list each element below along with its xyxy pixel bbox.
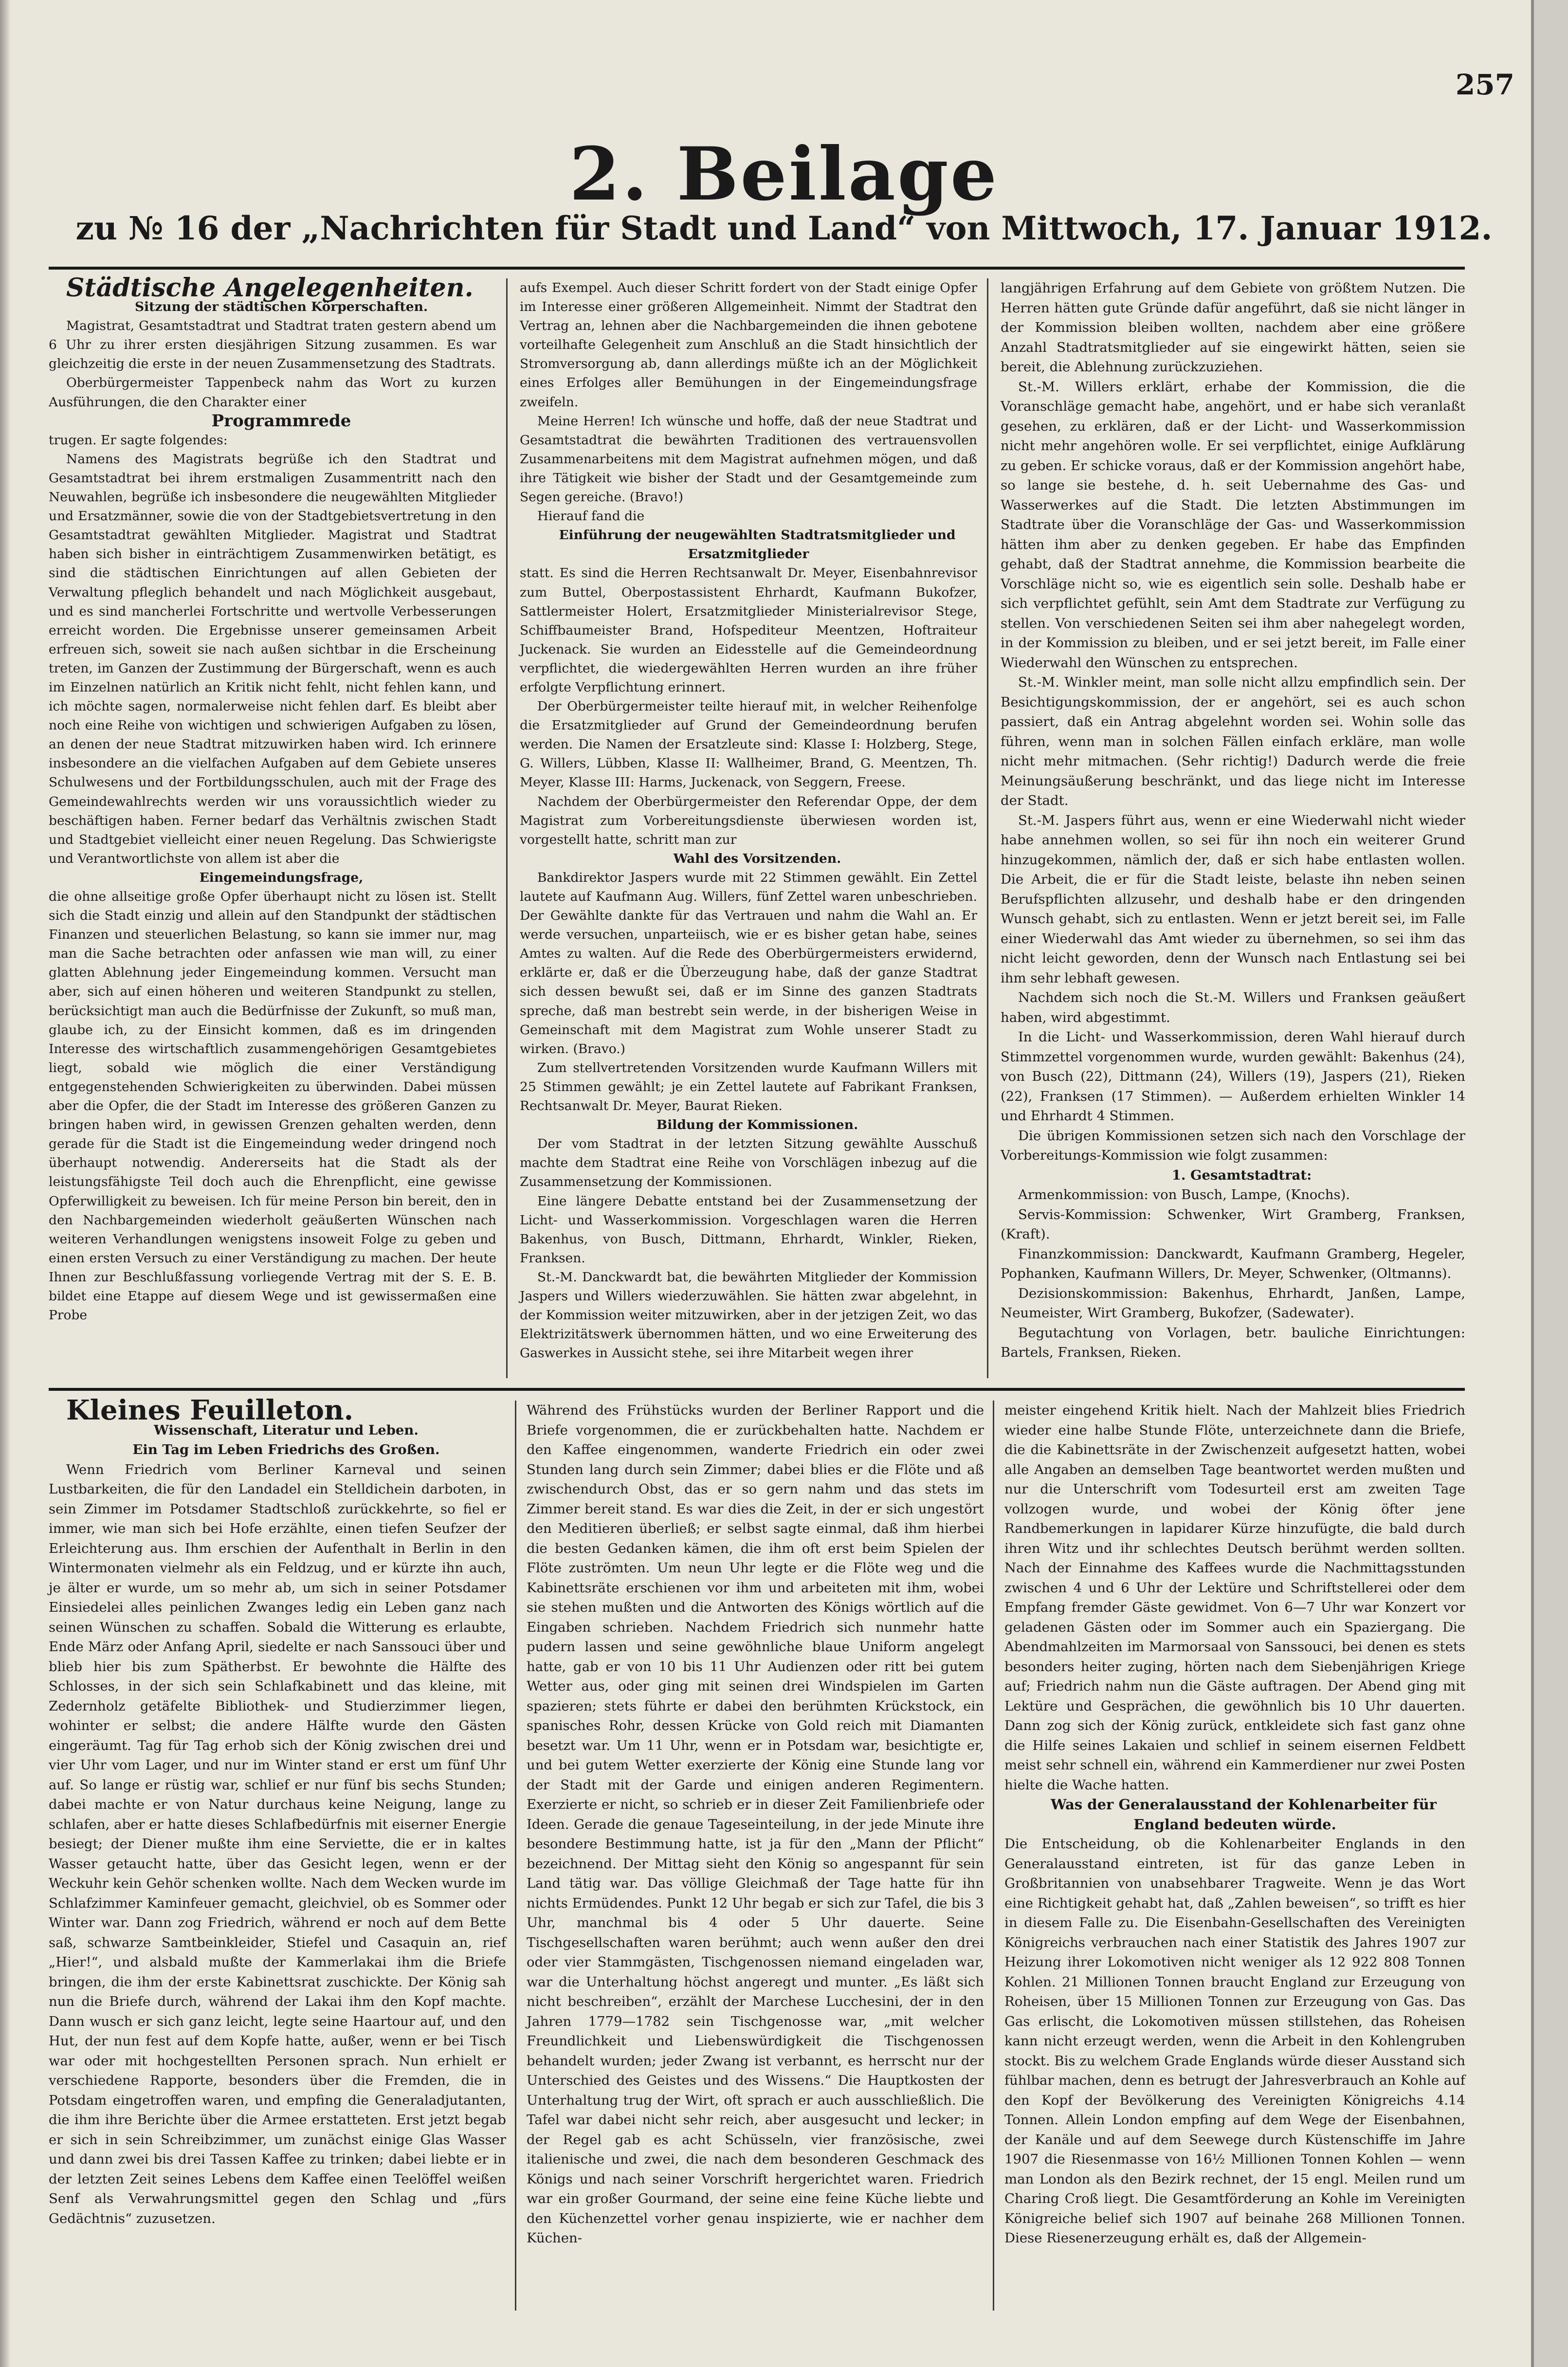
paragraph: langjährigen Erfahrung auf dem Gebiete von größtem Nutzen. Die Herren hätten gute Gründe dafür angeführt, daß sie nicht länger in der Kommission bleiben wollten, nachdem aber eine größere Anzahl Stadtratsmitglieder auf sie eingewirkt hätten, seien sie bereit, die Ablehnung zurückzuziehen. <box>1001 280 1465 375</box>
paragraph: Finanzkommission: Danckwardt, Kaufmann Gramberg, Hegeler, Pophanken, Kaufmann Willers, Dr. Meyer, Schwenker, (Oltmanns). <box>1001 1246 1465 1281</box>
paragraph: Nachdem der Oberbürgermeister den Referendar Oppe, der dem Magistrat zum Vorbereitungsdienste überwiesen worden ist, vorgestellt hatte, schritt man zur <box>520 794 977 847</box>
paragraph: Der vom Stadtrat in der letzten Sitzung gewählte Ausschuß machte dem Stadtrat eine Reihe von Vorschlägen inbezug auf die Zusammensetzung der Kommissionen. <box>520 1136 977 1190</box>
paragraph: trugen. Er sagte folgendes: <box>49 432 228 448</box>
paragraph: Der Oberbürgermeister teilte hierauf mit, in welcher Reihenfolge die Ersatzmitglieder auf Grund der Gemeindeordnung berufen werden. Die Namen der Ersatzleute sind: Klasse I: Holzberg, Stege, G. Willers, Lübben, Klasse II: Wallheimer, Brand, G. Meentzen, Th. Meyer, Klasse III: Harms, Juckenack, von Seggern, Freese. <box>520 699 977 790</box>
paragraph: St.-M. Danckwardt bat, die bewährten Mitglieder der Kommission Jaspers und Willers wiederzuwählen. Sie hätten zwar abgelehnt, in der Kommission weiter mitzuwirken, aber in der jetzigen Zeit, wo das Elektrizitätswerk übernommen hätten, und wo eine Erweiterung des Gaswerkes in Aussicht stehe, sei ihre Mitarbeit wegen ihrer <box>520 1269 977 1361</box>
paragraph: Meine Herren! Ich wünsche und hoffe, daß der neue Stadtrat und Gesamtstadtrat die bewährten Traditionen des vertrauensvollen Zusammenarbeitens mit dem Magistrat aufnehmen mögen, und daß ihre Tätigkeit wie bisher der Stadt und der Gesamtgemeinde zum Segen gereiche. (Bravo!) <box>520 413 977 505</box>
paragraph: In die Licht- und Wasserkommission, deren Wahl hierauf durch Stimmzettel vorgenommen wurde, wurden gewählt: Bakenhus (24), von Busch (22), Dittmann (24), Willers (19), Jaspers (21), Rieken (22), Franksen (17 Stimmen). — Außerdem erhielten Winkler 14 und Ehrhardt 4 Stimmen. <box>1001 1029 1465 1124</box>
page-number: 257 <box>1455 68 1514 101</box>
paragraph: Servis-Kommission: Schwenker, Wirt Gramberg, Franksen, (Kraft). <box>1001 1206 1465 1242</box>
masthead-subtitle: zu № 16 der „Nachrichten für Stadt und Land“ von Mittwoch, 17. Januar 1912. <box>75 209 1493 247</box>
top-column-1 <box>49 273 496 1325</box>
feuilleton-heading: Kleines Feuilleton. <box>66 1394 354 1426</box>
masthead-title: 2. Beilage <box>569 131 999 217</box>
paragraph: Nachdem sich noch die St.-M. Willers und Franksen geäußert haben, wird abgestimmt. <box>1001 990 1465 1025</box>
column-divider <box>506 278 508 1378</box>
column-divider <box>987 278 988 1378</box>
paragraph: Dezisionskommission: Bakenhus, Ehrhardt, Janßen, Lampe, Neumeister, Wirt Gramberg, Bukofzer, (Sadewater). <box>1001 1285 1465 1321</box>
bottom-column-1 <box>49 1394 506 2228</box>
paragraph: Wenn Friedrich vom Berliner Karneval und seinen Lustbarkeiten, die für den Landadel ein Stelldichein darboten, in sein Zimmer im Potsdamer Stadtschloß zurückkehrte, so fiel er immer, wie man sich bei Hofe erzählte, einen tiefen Seufzer der Erleichterung aus. Ihm erschien der Aufenthalt in Berlin in den Wintermonaten vielmehr als ein Feldzug, und er kürzte ihn auch, je älter er wurde, um so mehr ab, um sich in seiner Potsdamer Einsiedelei alles peinlichen Zwanges ledig ein Leben ganz nach seinen Wünschen zu schaffen. Sobald die Witterung es erlaubte, Ende März oder Anfang April, siedelte er nach Sanssouci über und blieb hier bis zum Spätherbst. Er bewohnte die Hälfte des Schlosses, in der sich sein Schlafkabinett und das kleine, mit Zedernholz getäfelte Bibliothek- und Studierzimmer liegen, wohinter er selbst; die andere Hälfte wurde den Gästen eingeräumt. Tag für Tag erhob sich der König zwischen drei und vier Uhr vom Lager, und nur im Winter stand er erst um fünf Uhr auf. So lange er rüstig war, schlief er nur fünf bis sechs Stunden; dabei machte er von Natur durchaus keine Neigung, lange zu schlafen, aber er hatte dieses Schlafbedürfnis mit eiserner Energie besiegt; der Diener mußte ihm eine Serviette, die er in kaltes Wasser getaucht hatte, über das Gesicht legen, wenn er der Weckuhr kein Gehör schenken wollte. Nach dem Wecken wurde im Schlafzimmer Kaminfeuer gemacht, gleichviel, ob es Sommer oder Winter war. Dann zog Friedrich, während er noch auf dem Bette saß, schwarze Samtbeinkleider, Stiefel und Casaquin an, rief „Hier!“, und alsbald mußte der Kammerlakai ihm die Briefe bringen, die ihm der erste Kabinettsrat zuschickte. Der König sah nun die Briefe durch, während der Lakai ihm den Kopf machte. Dann wusch er sich ganz leicht, legte seine Haartour auf, und den Hut, der nun fest auf dem Kopfe hatte, außer, wenn er bei Tisch war oder mit hochgestellten Personen sprach. Nun erhielt er verschiedene Rapporte, besonders über die Fremden, die in Potsdam eingetroffen waren, und empfing die Generaladjutanten, die ihm ihre Berichte über die Armee erstatteten. Erst jetzt begab er sich in sein Schreibzimmer, um zunächst einige Glas Wasser und dann zwei bis drei Tassen Kaffee zu trinken; dabei liebte er in der letzten Zeit seines Lebens dem Kaffee einen Teelöffel weißen Senf als Verwahrungsmittel gegen den Schlag und „fürs Gedächtnis“ zuzusetzen. <box>49 1461 506 2226</box>
scan-edge <box>1531 0 1568 2367</box>
subheading: Eingemeindungsfrage, <box>199 870 364 885</box>
paragraph: Namens des Magistrats begrüße ich den Stadtrat und Gesamtstadtrat bei ihrem erstmaligen Zusammentritt nach den Neuwahlen, begrüße ich insbesondere die neugewählten Mitglieder und Ersatzmänner, sowie die von der Stadtgebietsvertretung in den Gesamtstadtrat gewählten Mitglieder. Magistrat und Stadtrat haben sich bisher in einträchtigem Zusammenwirken betätigt, es sind die städtischen Einrichtungen auf allen Gebieten der Verwaltung pfleglich behandelt und nach Möglichkeit ausgebaut, und es sind mancherlei Fortschritte und wertvolle Verbesserungen erreicht worden. Die Ergebnisse unserer gemeinsamen Arbeit erfreuen sich, soweit sie nach außen sichtbar in die Erscheinung treten, im Ganzen der Zustimmung der Bürgerschaft, wenn es auch im Einzelnen natürlich an Kritik nicht fehlt, nicht fehlen kann, und ich möchte sagen, normalerweise nicht fehlen darf. Es bleibt aber noch eine Reihe von wichtigen und schwierigen Aufgaben zu lösen, an denen der neue Stadtrat mitzuwirken haben wird. Ich erinnere insbesondere an die vielfachen Aufgaben auf dem Gebiete unseres Schulwesens und der Fortbildungsschulen, auch mit der Frage des Gemeindewahlrechts werden wir uns voraussichtlich wieder zu beschäftigen haben. Ferner bedarf das Verhältnis zwischen Stadt und Stadtgebiet vielleicht einer neuen Regelung. Das Schwierigste und Verantwortlichste von allem ist aber die <box>49 451 496 866</box>
paragraph: statt. Es sind die Herren Rechtsanwalt Dr. Meyer, Eisenbahnrevisor zum Buttel, Oberpostassistent Ehrhardt, Kaufmann Bukofzer, Sattlermeister Holert, Ersatzmitglieder Ministerialrevisor Stege, Schiffbaumeister Brand, Hofspediteur Meentzen, Hoftraiteur Juckenack. Sie wurden an Eidesstelle auf die Gemeindeordnung verpflichtet, die wiedergewählten Herren wurden an ihre früher erfolgte Verpflichtung erinnert. <box>520 565 977 695</box>
page-spine-shadow <box>0 0 11 2367</box>
bold-heading: Programmrede <box>211 411 351 431</box>
paragraph: Während des Frühstücks wurden der Berliner Rapport und die Briefe vorgenommen, die er zurückbehalten hatte. Nachdem er den Kaffee eingenommen, wanderte Friedrich ein oder zwei Stunden lang durch sein Zimmer; dabei blies er die Flöte und aß zwischendurch Obst, das er so gern nahm und das stets im Zimmer bereit stand. Es war dies die Zeit, in der er sich ungestört den Meditieren überließ; er selbst sagte einmal, daß ihm hierbei die besten Gedanken kämen, die ihm oft erst beim Spielen der Flöte zuströmten. Um neun Uhr legte er die Flöte weg und die Kabinettsräte erschienen vor ihm und arbeiteten mit ihm, wobei sie stehen mußten und die Antworten des Königs wörtlich auf die Eingaben schrieben. Nachdem Friedrich sich nunmehr hatte pudern lassen und seine gewöhnliche blaue Uniform angelegt hatte, gab er von 10 bis 11 Uhr Audienzen oder ritt bei gutem Wetter aus, oder ging mit seinen drei Windspielen im Garten spazieren; stets führte er dabei den berühmten Krückstock, ein spanisches Rohr, dessen Krücke von Gold reich mit Diamanten besetzt war. Um 11 Uhr, wenn er in Potsdam war, besichtigte er, und bei gutem Wetter exerzierte der König eine Stunde lang vor der Stadt mit der Garde und einigen anderen Regimentern. Exerzierte er nicht, so schrieb er in dieser Zeit Familienbriefe oder Ideen. Gerade die genaue Tageseinteilung, in der jede Minute ihre besondere Bestimmung hatte, ist ja für den „Mann der Pflicht“ bezeichnend. Der Mittag sieht den König so angespannt für sein Land tätig war. Das völlige Gleichmaß der Tage hatte für ihn nichts Ermüdendes. Punkt 12 Uhr begab er sich zur Tafel, die bis 3 Uhr, manchmal bis 4 oder 5 Uhr dauerte. Seine Tischgesellschaften waren berühmt; auch wenn außer den drei oder vier Stammgästen, Tischgenossen niemand eingeladen war, war die Unterhaltung höchst angeregt und munter. „Es läßt sich nicht beschreiben“, erzählt der Marchese Lucchesini, der in den Jahren 1779—1782 sein Tischgenosse war, „mit welcher Freundlichkeit und Liebenswürdigkeit die Tischgenossen behandelt wurden; jeder Zwang ist verbannt, es herrscht nur der Unterschied des Geistes und des Wissens.“ Die Hauptkosten der Unterhaltung trug der Wirt, oft sprach er auch ausschließlich. Die Tafel war dabei nicht sehr reich, aber ausgesucht und lecker; in der Regel gab es acht Schüsseln, vier französische, zwei italienische und zwei, die nach dem besonderen Geschmack des Königs und nach seiner Vorschrift hergerichtet waren. Friedrich war ein großer Gourmand, der seine eine feine Küche liebte und den Küchenzettel vorher genau inspizierte, wie er nachher dem Küchen- <box>527 1402 984 2246</box>
paragraph: Begutachtung von Vorlagen, betr. bauliche Einrichtungen: Bartels, Franksen, Rieken. <box>1001 1325 1465 1360</box>
paragraph: St.-M. Willers erklärt, erhabe der Kommission, die die Voranschläge gemacht habe, angehört, und er habe sich veranlaßt gesehen, zu erklären, daß er der Licht- und Wasserkommission nicht mehr angehören wolle. Er sei verpflichtet, einige Aufklärung zu geben. Er schicke voraus, daß er der Kommission angehört habe, so lange sie bestehe, d. h. seit Uebernahme des Gas- und Wasserwerkes auf die Stadt. Die letzten Abstimmungen im Stadtrate über die Voranschläge der Gas- und Wasserkommission hätten ihm aber zu denken gegeben. Er habe das Empfinden gehabt, daß der Stadtrat annehme, die Kommission bearbeite die Vorschläge nicht so, wie es eigentlich sein solle. Deshalb habe er sich verpflichtet gefühlt, sein Amt dem Stadtrate zur Verfügung zu stellen. Von verschiedenen Seiten sei ihm aber nahegelegt worden, in der Kommission zu bleiben, und er sei jetzt bereit, im Falle einer Wiederwahl den Wünschen zu entsprechen. <box>1001 379 1465 671</box>
subheading: Bildung der Kommissionen. <box>656 1117 858 1133</box>
bottom-column-3 <box>1004 1401 1465 2248</box>
subheading: Wahl des Vorsitzenden. <box>673 851 841 866</box>
paragraph: Zum stellvertretenden Vorsitzenden wurde Kaufmann Willers mit 25 Stimmen gewählt; je ein Zettel lautete auf Fabrikant Franksen, Rechtsanwalt Dr. Meyer, Baurat Rieken. <box>520 1060 977 1114</box>
paragraph: St.-M. Winkler meint, man solle nicht allzu empfindlich sein. Der Besichtigungskommission, der er angehört, sei es auch schon passiert, daß ein Antrag abgelehnt worden sei. Wohin solle das führen, wenn man in solchen Fällen einfach erkläre, man wolle nicht mehr mitmachen. (Sehr richtig!) Dadurch werde die freie Meinungsäußerung beschränkt, und das liege nicht im Interesse der Stadt. <box>1001 674 1465 808</box>
paragraph: Hierauf fand die <box>537 509 645 524</box>
paragraph: St.-M. Jaspers führt aus, wenn er eine Wiederwahl nicht wieder habe annehmen wollen, so sei für ihn noch ein weiterer Grund hinzugekommen, nämlich der, daß er sich habe entlasten wollen. Die Arbeit, die er für die Stadt leiste, belaste ihn neben seinen Berufspflichten allzusehr, und deshalb habe er den dringenden Wunsch gehabt, sich zu entlasten. Wenn er jetzt bereit sei, im Falle einer Wiederwahl das Amt wieder zu übernehmen, so sei ihm das nicht leicht geworden, denn der Wunsch nach Entlastung sei bei ihm sehr lebhaft gewesen. <box>1001 812 1465 986</box>
masthead-rule <box>49 267 1465 270</box>
top-column-2 <box>520 278 977 1363</box>
subheading: Wissenschaft, Literatur und Leben. <box>154 1422 419 1438</box>
paragraph: Armenkommission: von Busch, Lampe, (Knochs). <box>1018 1187 1350 1202</box>
bottom-column-2 <box>527 1401 984 2248</box>
subheading: 1. Gesamtstadtrat: <box>1171 1167 1312 1183</box>
paragraph: aufs Exempel. Auch dieser Schritt fordert von der Stadt einige Opfer im Interesse einer größeren Allgemeinheit. Nimmt der Stadtrat den Vertrag an, lehnen aber die Nachbargemeinden die ihnen gebotene vorteilhafte Gelegenheit zum Anschluß an die Stadt hinsichtlich der Stromversorgung ab, dann allerdings müßte ich an der Möglichkeit eines Erfolges aller Bemühungen in der Eingemeindungsfrage zweifeln. <box>520 280 977 410</box>
section-heading: Städtische Angelegenheiten. <box>66 273 474 303</box>
subheading: Einführung der neugewählten Stadtratsmitglieder und Ersatzmitglieder <box>559 528 956 562</box>
paragraph: Oberbürgermeister Tappenbeck nahm das Wort zu kurzen Ausführungen, die den Charakter einer <box>49 375 496 410</box>
subheading: Sitzung der städtischen Körperschaften. <box>134 299 428 315</box>
column-divider <box>515 1401 516 2311</box>
section-rule <box>49 1388 1465 1391</box>
paragraph: meister eingehend Kritik hielt. Nach der Mahlzeit blies Friedrich wieder eine halbe Stunde Flöte, unterzeichnete dann die Briefe, die die Kabinettsräte in der Zwischenzeit aufgesetzt hatten, wobei alle Angaben an demselben Tage beantwortet werden mußten und nur die Unterschrift vom Todesurteil erst am zweiten Tage vollzogen wurde, und wobei der König öfter jene Randbemerkungen in lapidarer Kürze hinzufügte, die bald durch ihren Witz und ihr schlechtes Deutsch berühmt werden sollten. Nach der Einnahme des Kaffees wurde die Nachmittagsstunden zwischen 4 und 6 Uhr der Lektüre und Schriftstellerei oder dem Empfang fremder Gäste gewidmet. Von 6—7 Uhr war Konzert vor geladenen Gästen oder im Sommer auch ein Spaziergang. Die Abendmahlzeiten im Marmorsaal von Sanssouci, bei denen es stets besonders heiter zuging, hörten nach dem Siebenjährigen Kriege auf; Friedrich nahm nun die Gäste auftragen. Der Abend ging mit Lektüre und Gesprächen, die gewöhnlich bis 10 Uhr dauerten. Dann zog sich der König zurück, entkleidete sich fast ganz ohne die Hilfe seines Lakaien und schlief in seinem eisernen Feldbett meist sehr schnell ein, während ein Kammerdiener nur zwei Posten hielte die Wache hatten. <box>1004 1402 1465 1793</box>
article-heading: Was der Generalausstand der Kohlenarbeiter für England bedeuten würde. <box>1051 1796 1437 1833</box>
paragraph: die ohne allseitige große Opfer überhaupt nicht zu lösen ist. Stellt sich die Stadt einzig und allein auf den Standpunkt der städtischen Finanzen und steuerlichen Belastung, so kann sie immer nur, mag man die Sache betrachten oder anfassen wie man will, zu einer glatten Ablehnung jeder Eingemeindung kommen. Versucht man aber, sich auf einen höheren und weiteren Standpunkt zu stellen, berücksichtigt man auch die Bedürfnisse der Zukunft, so muß man, glaube ich, zu der Einsicht kommen, daß es im dringenden Interesse des wirtschaftlich zusammengehörigen Gesamtgebietes liegt, sobald wie möglich die einer Verständigung entgegenstehenden Schwierigkeiten zu überwinden. Dabei müssen aber die Opfer, die der Stadt im Interesse des größeren Ganzen zu bringen haben wird, in gewissen Grenzen gehalten werden, denn gerade für die Stadt ist die Eingemeindung weder dringend noch überhaupt notwendig. Andererseits hat die Stadt als der leistungsfähigste Teil doch auch die Ehrenpflicht, eine gewisse Opferwilligkeit zu beweisen. Ich für meine Person bin bereit, den in den Nachbargemeinden wiederholt geäußerten Wünschen nach weiteren Verhandlungen wenigstens insoweit Folge zu geben und einen ersten Versuch zu einer Verständigung zu machen. Der heute Ihnen zur Beschlußfassung vorliegende Vertrag mit der S. E. B. bildet eine Etappe auf diesem Wege und ist gewissermaßen eine Probe <box>49 889 496 1323</box>
paragraph: Eine längere Debatte entstand bei der Zusammensetzung der Licht- und Wasserkommission. Vorgeschlagen waren die Herren Bakenhus, von Busch, Dittmann, Ehrhardt, Winkler, Rieken, Franksen. <box>520 1193 977 1266</box>
paragraph: Magistrat, Gesamtstadtrat und Stadtrat traten gestern abend um 6 Uhr zu ihrer ersten diesjährigen Sitzung zusammen. Es war gleichzeitig die erste in der neuen Zusammensetzung des Stadtrats. <box>49 318 496 372</box>
top-column-3 <box>1001 278 1465 1363</box>
paragraph: Bankdirektor Jaspers wurde mit 22 Stimmen gewählt. Ein Zettel lautete auf Kaufmann Aug. Willers, fünf Zettel waren unbeschrieben. Der Gewählte dankte für das Vertrauen und nahm die Wahl an. Er werde versuchen, unparteiisch, wie er es bisher getan habe, seines Amtes zu walten. Auf die Rede des Oberbürgermeisters erwidernd, erklärte er, daß er die Überzeugung habe, daß der ganze Stadtrat sich dessen bewußt sei, daß er im Sinne des ganzen Stadtrats spreche, daß man bestrebt sein werde, in der bisherigen Weise in Gemeinschaft mit dem Magistrat zum Wohle unserer Stadt zu wirken. (Bravo.) <box>520 870 977 1056</box>
paragraph: Die übrigen Kommissionen setzen sich nach den Vorschlage der Vorbereitungs-Kommission wie folgt zusammen: <box>1001 1128 1465 1163</box>
paragraph: Die Entscheidung, ob die Kohlenarbeiter Englands in den Generalausstand eintreten, ist für das ganze Leben in Großbritannien von unabsehbarer Tragweite. Wenn je das Wort eine Richtigkeit gehabt hat, daß „Zahlen beweisen“, so trifft es hier in diesem Falle zu. Die Eisenbahn-Gesellschaften des Vereinigten Königreichs verbrauchen nach einer Statistik des Jahres 1907 zur Heizung ihrer Lokomotiven nicht weniger als 12 922 808 Tonnen Kohlen. 21 Millionen Tonnen braucht England zur Erzeugung von Roheisen, über 15 Millionen Tonnen zur Erzeugung von Gas. Das Gas erlischt, die Lokomotiven müssen stillstehen, das Roheisen kann nicht erzeugt werden, wenn die Arbeit in den Kohlengruben stockt. Bis zu welchem Grade Englands würde dieser Ausstand sich fühlbar machen, denn es betrugt der Jahresverbrauch an Kohle auf den Kopf der Bevölkerung des Vereinigten Königreichs 4.14 Tonnen. Allein London empfing auf dem Wege der Eisenbahnen, der Kanäle und auf dem Seewege durch Küstenschiffe im Jahre 1907 die Riesenmasse von 16½ Millionen Tonnen Kohlen — wenn man London als den Bezirk rechnet, der 15 engl. Meilen rund um Charing Croß liegt. Die Gesamtförderung an Kohle im Vereinigten Königreiche belief sich 1907 auf beinahe 268 Millionen Tonnen. Diese Riesenerzeugung erhält es, daß der Allgemein- <box>1004 1836 1465 2246</box>
subheading: Ein Tag im Leben Friedrichs des Großen. <box>132 1442 440 1457</box>
column-divider <box>993 1401 994 2311</box>
